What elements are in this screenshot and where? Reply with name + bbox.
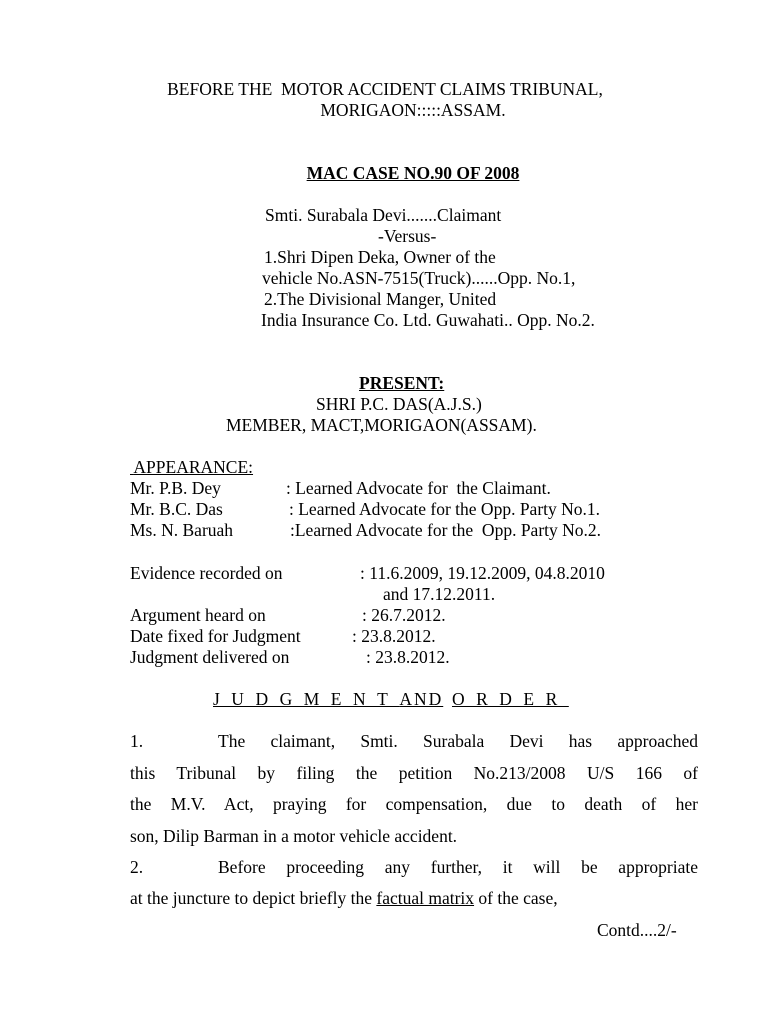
advocate-role-2: : Learned Advocate for the Opp. Party No.1. [289, 499, 601, 519]
claimant-line: Smti. Surabala Devi.......Claimant [265, 205, 502, 225]
para-2-number: 2. [130, 857, 144, 877]
date-fixed-value: : 23.8.2012. [352, 626, 436, 646]
opp-party-1-line-1: 1.Shri Dipen Deka, Owner of the [264, 247, 496, 267]
advocate-name-2: Mr. B.C. Das [130, 499, 223, 519]
delivered-date: : 23.8.2012. [366, 647, 450, 667]
para-1-line-1: The claimant, Smti. Surabala Devi has approached [218, 731, 698, 751]
date-fixed-label: Date fixed for Judgment [130, 626, 301, 646]
argument-label: Argument heard on [130, 605, 266, 625]
factual-matrix-term: factual matrix [376, 888, 475, 908]
para-1-line-3: the M.V. Act, praying for compensation, due to death of her [130, 794, 698, 814]
advocate-role-1: : Learned Advocate for the Claimant. [286, 478, 551, 498]
evidence-label: Evidence recorded on [130, 563, 283, 583]
para-2-line-2: at the juncture to depict briefly the factual matrix of the case, [130, 888, 558, 908]
presiding-officer: SHRI P.C. DAS(A.J.S.) [316, 394, 482, 414]
delivered-label: Judgment delivered on [130, 647, 290, 667]
advocate-role-3: :Learned Advocate for the Opp. Party No.2. [290, 520, 602, 540]
opp-party-2-line-1: 2.The Divisional Manger, United [264, 289, 497, 309]
evidence-dates: : 11.6.2009, 19.12.2009, 04.8.2010 [360, 563, 605, 583]
tribunal-title: BEFORE THE MOTOR ACCIDENT CLAIMS TRIBUNAL, [167, 79, 603, 99]
present-heading: PRESENT: [359, 373, 445, 393]
appearance-heading: APPEARANCE: [133, 457, 254, 477]
advocate-name-1: Mr. P.B. Dey [130, 478, 221, 498]
continued-marker: Contd....2/- [597, 920, 677, 940]
opp-party-2-line-2: India Insurance Co. Ltd. Guwahati.. Opp. No.2. [261, 310, 595, 330]
para-2-line-1: Before proceeding any further, it will be appropriate [218, 857, 698, 877]
tribunal-location: MORIGAON:::::ASSAM. [320, 100, 506, 120]
case-number: MAC CASE NO.90 OF 2008 [306, 163, 520, 183]
para-1-number: 1. [130, 731, 144, 751]
opp-party-1-line-2: vehicle No.ASN-7515(Truck)......Opp. No.1, [262, 268, 576, 288]
presiding-designation: MEMBER, MACT,MORIGAON(ASSAM). [226, 415, 537, 435]
argument-date: : 26.7.2012. [362, 605, 446, 625]
judgment-heading: JUDGMENTAND ORDER [213, 689, 569, 709]
para-1-line-2: this Tribunal by filing the petition No.213/2008 U/S 166 of [130, 763, 698, 783]
advocate-name-3: Ms. N. Baruah [130, 520, 234, 540]
para-1-line-4: son, Dilip Barman in a motor vehicle accident. [130, 826, 458, 846]
evidence-dates-cont: and 17.12.2011. [383, 584, 496, 604]
versus-line: -Versus- [378, 226, 437, 246]
